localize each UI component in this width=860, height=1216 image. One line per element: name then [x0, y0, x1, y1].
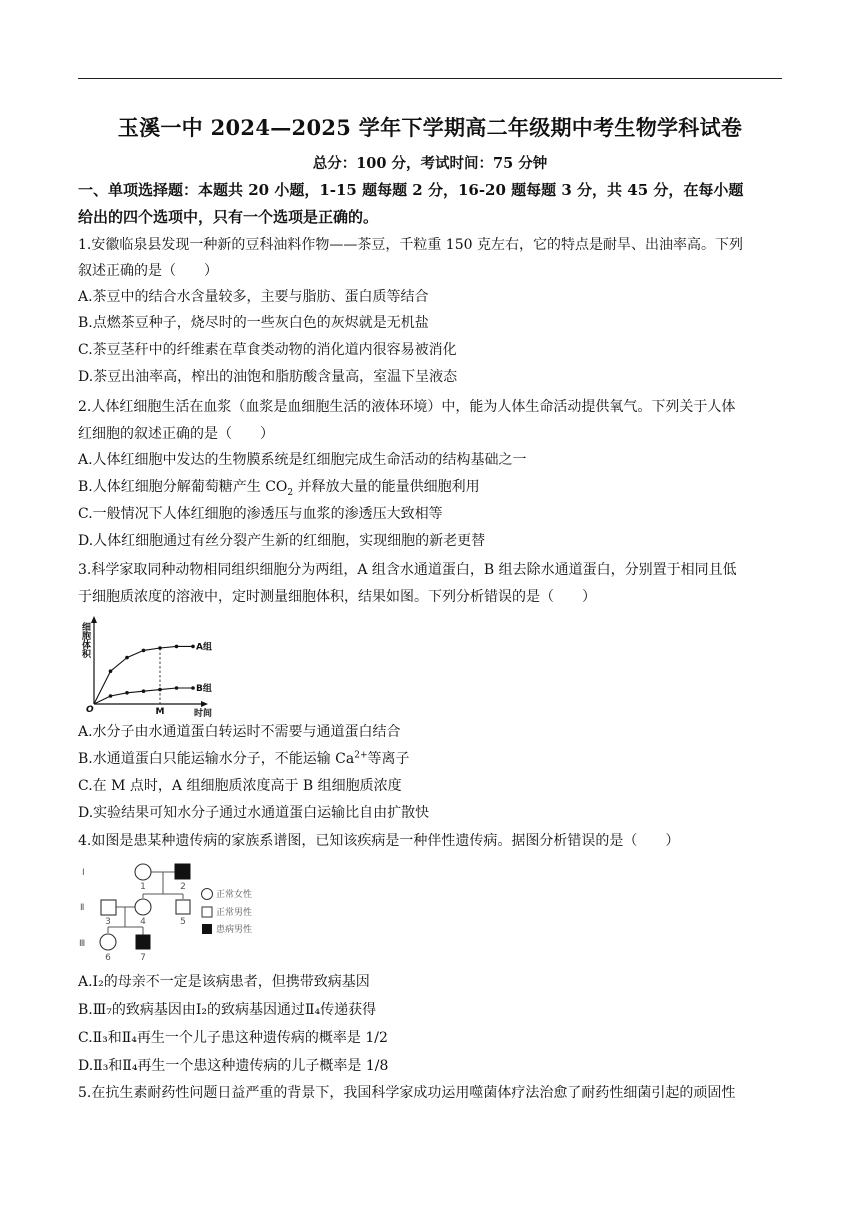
x-axis-arrow — [201, 701, 208, 707]
id-label-3: 3 — [105, 917, 111, 927]
individual-6-female — [100, 934, 116, 950]
id-label-7: 7 — [140, 953, 146, 963]
q4-option-b: B.Ⅲ₇的致病基因由Ⅰ₂的致病基因通过Ⅱ₄传递获得 — [78, 1002, 377, 1018]
q3-stem-line2: 于细胞质浓度的溶液中，定时测量细胞体积，结果如图。下列分析错误的是（ ） — [78, 589, 596, 605]
y-axis-label: 细胞体积 — [80, 622, 90, 658]
id-label-1: 1 — [140, 882, 146, 892]
legend-label-affected-male: 患病男性 — [216, 925, 253, 935]
individual-3-male — [101, 900, 116, 915]
q4-option-a: A.Ⅰ₂的母亲不一定是该病患者，但携带致病基因 — [78, 974, 370, 990]
x-axis-label: 时间 — [194, 709, 213, 719]
individual-7-affected-male — [136, 935, 150, 949]
generation-label-iii: Ⅲ — [79, 939, 86, 949]
top-rule — [78, 78, 782, 79]
exam-subtitle: 总分：100 分，考试时间：75 分钟 — [312, 155, 548, 172]
q1-stem-line2: 叙述正确的是（ ） — [78, 263, 218, 279]
series-b-point-5 — [175, 686, 179, 690]
q2-option-b — [78, 477, 480, 497]
legend-male-symbol — [202, 907, 212, 917]
q2-stem-line2: 红细胞的叙述正确的是（ ） — [78, 426, 274, 442]
series-a-point-6 — [191, 645, 195, 649]
q1-stem-line1: 1.安徽临泉县发现一种新的豆科油料作物——茶豆，千粒重 150 克左右，它的特点是耐旱、出油率高。下列 — [78, 237, 743, 253]
individual-1-female — [135, 864, 151, 880]
q4-stem: 4.如图是患某种遗传病的家族系谱图，已知该疾病是一种伴性遗传病。据图分析错误的是（ ） — [78, 833, 680, 849]
q3-option-c: C.在 M 点时，A 组细胞质浓度高于 B 组细胞质浓度 — [78, 778, 402, 794]
q2-option-b-subscript: 2 — [287, 487, 294, 498]
series-b-point-3 — [142, 689, 146, 693]
id-label-4: 4 — [140, 917, 146, 927]
series-b-point-4 — [158, 688, 162, 692]
q4-option-d: D.Ⅱ₃和Ⅱ₄再生一个患这种遗传病的儿子概率是 1/8 — [78, 1058, 389, 1074]
exam-title: 玉溪一中 2024—2025 学年下学期高二年级期中考生物学科试卷 — [117, 115, 743, 140]
legend-a-label: A组 — [196, 642, 212, 653]
series-b-point-1 — [109, 694, 113, 698]
legend-affected-male-symbol — [202, 924, 212, 934]
individual-2-affected-male — [175, 864, 190, 879]
q3-stem-line1: 3.科学家取同种动物相同组织细胞分为两组，A 组含水通道蛋白，B 组去除水通道蛋白，分别置于相同且低 — [78, 562, 737, 578]
q3-option-a: A.水分子由水通道蛋白转运时不需要与通道蛋白结合 — [78, 724, 401, 740]
individual-4-female — [135, 899, 151, 915]
section-heading-line2: 给出的四个选项中，只有一个选项是正确的。 — [78, 208, 379, 226]
legend-b-label: B组 — [196, 684, 212, 694]
id-label-6: 6 — [105, 953, 111, 963]
q2-option-c: C.一般情况下人体红细胞的渗透压与血浆的渗透压大致相等 — [78, 506, 443, 522]
series-b-point-2 — [125, 691, 129, 695]
q3-option-b-text: B.水通道蛋白只能运输水分子，不能运输 Ca — [78, 751, 355, 767]
q5-stem-line1: 5.在抗生素耐药性问题日益严重的背景下，我国科学家成功运用噬菌体疗法治愈了耐药性细菌引起的顽固性 — [78, 1085, 736, 1101]
id-label-2: 2 — [180, 882, 186, 892]
q1-option-c: C.茶豆茎秆中的纤维素在草食类动物的消化道内很容易被消化 — [78, 342, 457, 358]
q2-option-b-text: B.人体红细胞分解葡萄糖产生 CO — [78, 479, 288, 495]
id-label-5: 5 — [180, 917, 186, 927]
legend-female-symbol — [202, 889, 213, 900]
origin-label: O — [86, 705, 94, 715]
individual-5-male — [176, 900, 190, 914]
q2-stem-line1: 2.人体红细胞生活在血浆（血浆是血细胞生活的液体环境）中，能为人体生命活动提供氧气。下列关于人体 — [78, 399, 736, 415]
cell-volume-chart — [74, 614, 244, 719]
series-a-point-5 — [175, 645, 179, 649]
series-a-point-1 — [109, 669, 113, 673]
q2-option-d: D.人体红细胞通过有丝分裂产生新的红细胞，实现细胞的新老更替 — [78, 533, 486, 549]
series-b-point-6 — [191, 686, 195, 690]
section-heading-line1: 一、单项选择题：本题共 20 小题，1-15 题每题 2 分，16-20 题每题 3 分，共 45 分，在每小题 — [78, 181, 744, 199]
generation-label-ii: Ⅱ — [80, 903, 85, 913]
y-axis-arrow — [91, 616, 97, 623]
pedigree-chart — [74, 856, 274, 966]
q1-option-a: A.茶豆中的结合水含量较多，主要与脂肪、蛋白质等结合 — [78, 289, 429, 305]
legend-label-female: 正常女性 — [216, 890, 253, 900]
q1-option-d: D.茶豆出油率高，榨出的油饱和脂肪酸含量高，室温下呈液态 — [78, 369, 458, 385]
q4-option-c: C.Ⅱ₃和Ⅱ₄再生一个儿子患这种遗传病的概率是 1/2 — [78, 1030, 388, 1046]
series-a-point-4 — [158, 646, 162, 650]
generation-label-i: Ⅰ — [82, 868, 85, 878]
q1-option-b: B.点燃茶豆种子，烧尽时的一些灰白色的灰烬就是无机盐 — [78, 315, 429, 331]
legend-label-male: 正常男性 — [216, 908, 253, 918]
q2-option-a: A.人体红细胞中发达的生物膜系统是红细胞完成生命活动的结构基础之一 — [78, 452, 527, 468]
q3-option-d: D.实验结果可知水分子通过水通道蛋白运输比自由扩散快 — [78, 805, 430, 821]
q3-option-b-text-end: 等离子 — [367, 751, 410, 767]
q3-option-b — [78, 749, 410, 769]
q3-option-b-superscript: 2+ — [354, 750, 368, 761]
x-tick-label-m: M — [155, 707, 165, 717]
series-a-point-2 — [125, 656, 129, 660]
series-a-point-3 — [142, 649, 146, 653]
q2-option-b-text-end: 并释放大量的能量供细胞利用 — [293, 479, 480, 495]
